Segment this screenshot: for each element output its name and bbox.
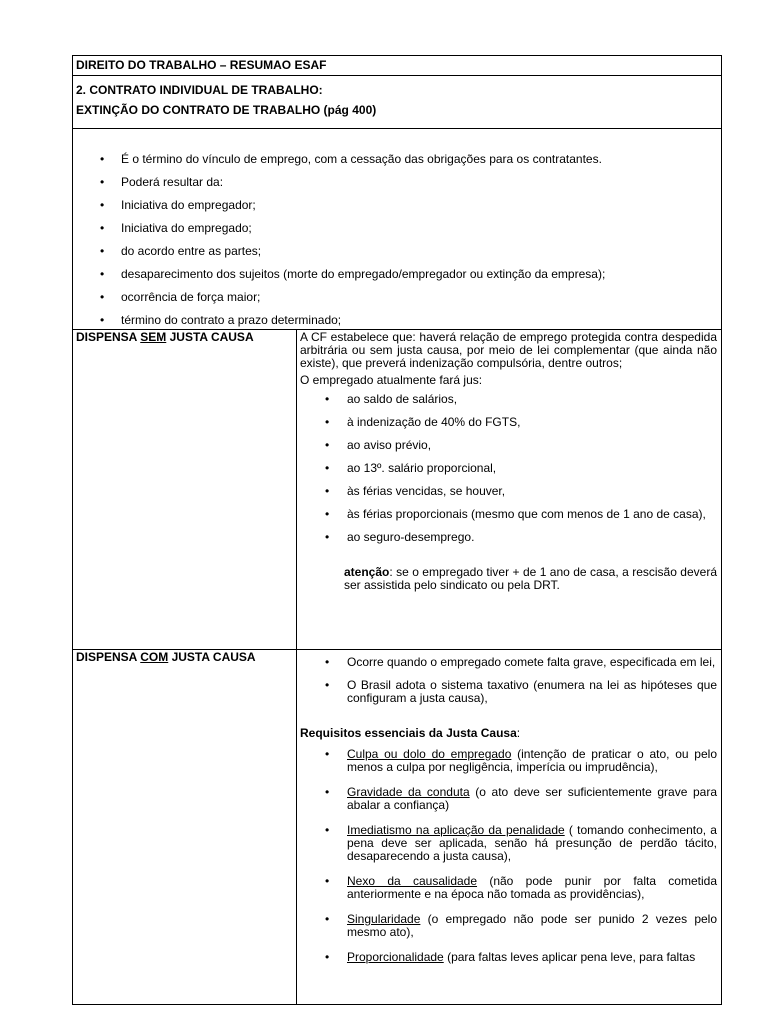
justa-causa-list xyxy=(300,656,717,705)
list-item: • do acordo entre as partes; xyxy=(100,244,262,258)
list-item: • ocorrência de força maior; xyxy=(100,290,261,304)
list-item: • Iniciativa do empregado; xyxy=(100,221,252,235)
list-item: • Culpa ou dolo do empregado (intenção de praticar o ato, ou pelo menos a culpa por negligência, imperícia ou imprudência), xyxy=(325,747,717,774)
section-title: 2. CONTRATO INDIVIDUAL DE TRABALHO: xyxy=(76,83,323,97)
bullet-icon: • xyxy=(100,313,105,327)
list-item: • Ocorre quando o empregado comete falta grave, especificada em lei, xyxy=(325,655,716,669)
list-item: • Iniciativa do empregador; xyxy=(100,198,256,212)
bullet-icon: • xyxy=(325,747,330,761)
doc-title: DIREITO DO TRABALHO – RESUMAO ESAF xyxy=(73,56,721,76)
bullet-icon: • xyxy=(100,290,105,304)
requisitos-list xyxy=(300,748,717,964)
bullet-icon: • xyxy=(325,823,330,837)
list-item: • O Brasil adota o sistema taxativo (enumera na lei as hipóteses que configuram a justa causa), xyxy=(325,678,717,705)
bullet-icon: • xyxy=(100,244,105,258)
bullet-icon: • xyxy=(325,530,330,544)
com-justa-causa-content xyxy=(297,650,721,1004)
list-item: • ao 13º. salário proporcional, xyxy=(325,461,497,475)
intro-list xyxy=(73,152,721,336)
bullet-icon: • xyxy=(325,678,330,692)
entitlement-intro: O empregado atualmente fará jus: xyxy=(300,373,483,387)
list-item: • Imediatismo na aplicação da penalidade ( tomando conhecimento, a pena deve ser aplicada, senão há presunção de perdão tácito, desaparecendo a justa causa), xyxy=(325,823,717,863)
bullet-icon: • xyxy=(325,874,330,888)
attention-note: atenção: se o empregado tiver + de 1 ano de casa, a rescisão deverá ser assistida pelo sindicato ou pela DRT. xyxy=(344,565,717,592)
intro-section xyxy=(73,129,721,330)
list-item: • É o término do vínculo de emprego, com a cessação das obrigações para os contratantes. xyxy=(100,152,602,166)
bullet-icon: • xyxy=(325,415,330,429)
bullet-icon: • xyxy=(325,655,330,669)
list-item: • ao aviso prévio, xyxy=(325,438,432,452)
bullet-icon: • xyxy=(100,221,105,235)
bullet-icon: • xyxy=(100,198,105,212)
com-justa-causa-row xyxy=(73,650,721,1004)
bullet-icon: • xyxy=(325,912,330,926)
attention-label: atenção xyxy=(344,565,390,579)
bullet-icon: • xyxy=(325,484,330,498)
bullet-icon: • xyxy=(325,507,330,521)
cf-paragraph: A CF estabelece que: haverá relação de emprego protegida contra despedida arbitrária ou sem justa causa, por meio de lei complementar (que ainda não existe), que preverá indenização compulsória, dentre outros; xyxy=(300,330,717,370)
document-table xyxy=(72,55,722,1005)
bullet-icon: • xyxy=(325,438,330,452)
bullet-icon: • xyxy=(325,392,330,406)
com-justa-causa-label: DISPENSA COM JUSTA CAUSA xyxy=(73,650,297,1004)
bullet-icon: • xyxy=(325,785,330,799)
list-item: • às férias proporcionais (mesmo que com menos de 1 ano de casa), xyxy=(325,507,706,521)
bullet-icon: • xyxy=(325,950,330,964)
list-item: • desaparecimento dos sujeitos (morte do empregado/empregador ou extinção da empresa); xyxy=(100,267,606,281)
list-item: • Proporcionalidade (para faltas leves aplicar pena leve, para faltas xyxy=(325,950,696,964)
list-item: • ao seguro-desemprego. xyxy=(325,530,475,544)
bullet-icon: • xyxy=(100,152,105,166)
subsection-title: EXTINÇÃO DO CONTRATO DE TRABALHO (pág 400) xyxy=(76,103,377,117)
list-item: • Gravidade da conduta (o ato deve ser suficientemente grave para abalar a confiança) xyxy=(325,785,717,812)
bullet-icon: • xyxy=(100,267,105,281)
bullet-icon: • xyxy=(325,461,330,475)
sem-justa-causa-row xyxy=(73,330,721,650)
bullet-icon: • xyxy=(100,175,105,189)
list-item: • Nexo da causalidade (não pode punir por falta cometida anteriormente e na época não tomada as providências), xyxy=(325,874,717,901)
list-item: • à indenização de 40% do FGTS, xyxy=(325,415,521,429)
sem-justa-causa-label: DISPENSA SEM JUSTA CAUSA xyxy=(73,330,297,649)
requisitos-title: Requisitos essenciais da Justa Causa: xyxy=(300,726,521,740)
list-item: • Singularidade (o empregado não pode ser punido 2 vezes pelo mesmo ato), xyxy=(325,912,717,939)
section-header xyxy=(73,76,721,129)
sem-justa-causa-content xyxy=(297,330,721,649)
list-item: • Poderá resultar da: xyxy=(100,175,224,189)
list-item: • término do contrato a prazo determinado; xyxy=(100,313,342,327)
entitlement-list xyxy=(300,393,717,544)
list-item: • às férias vencidas, se houver, xyxy=(325,484,506,498)
list-item: • ao saldo de salários, xyxy=(325,392,458,406)
